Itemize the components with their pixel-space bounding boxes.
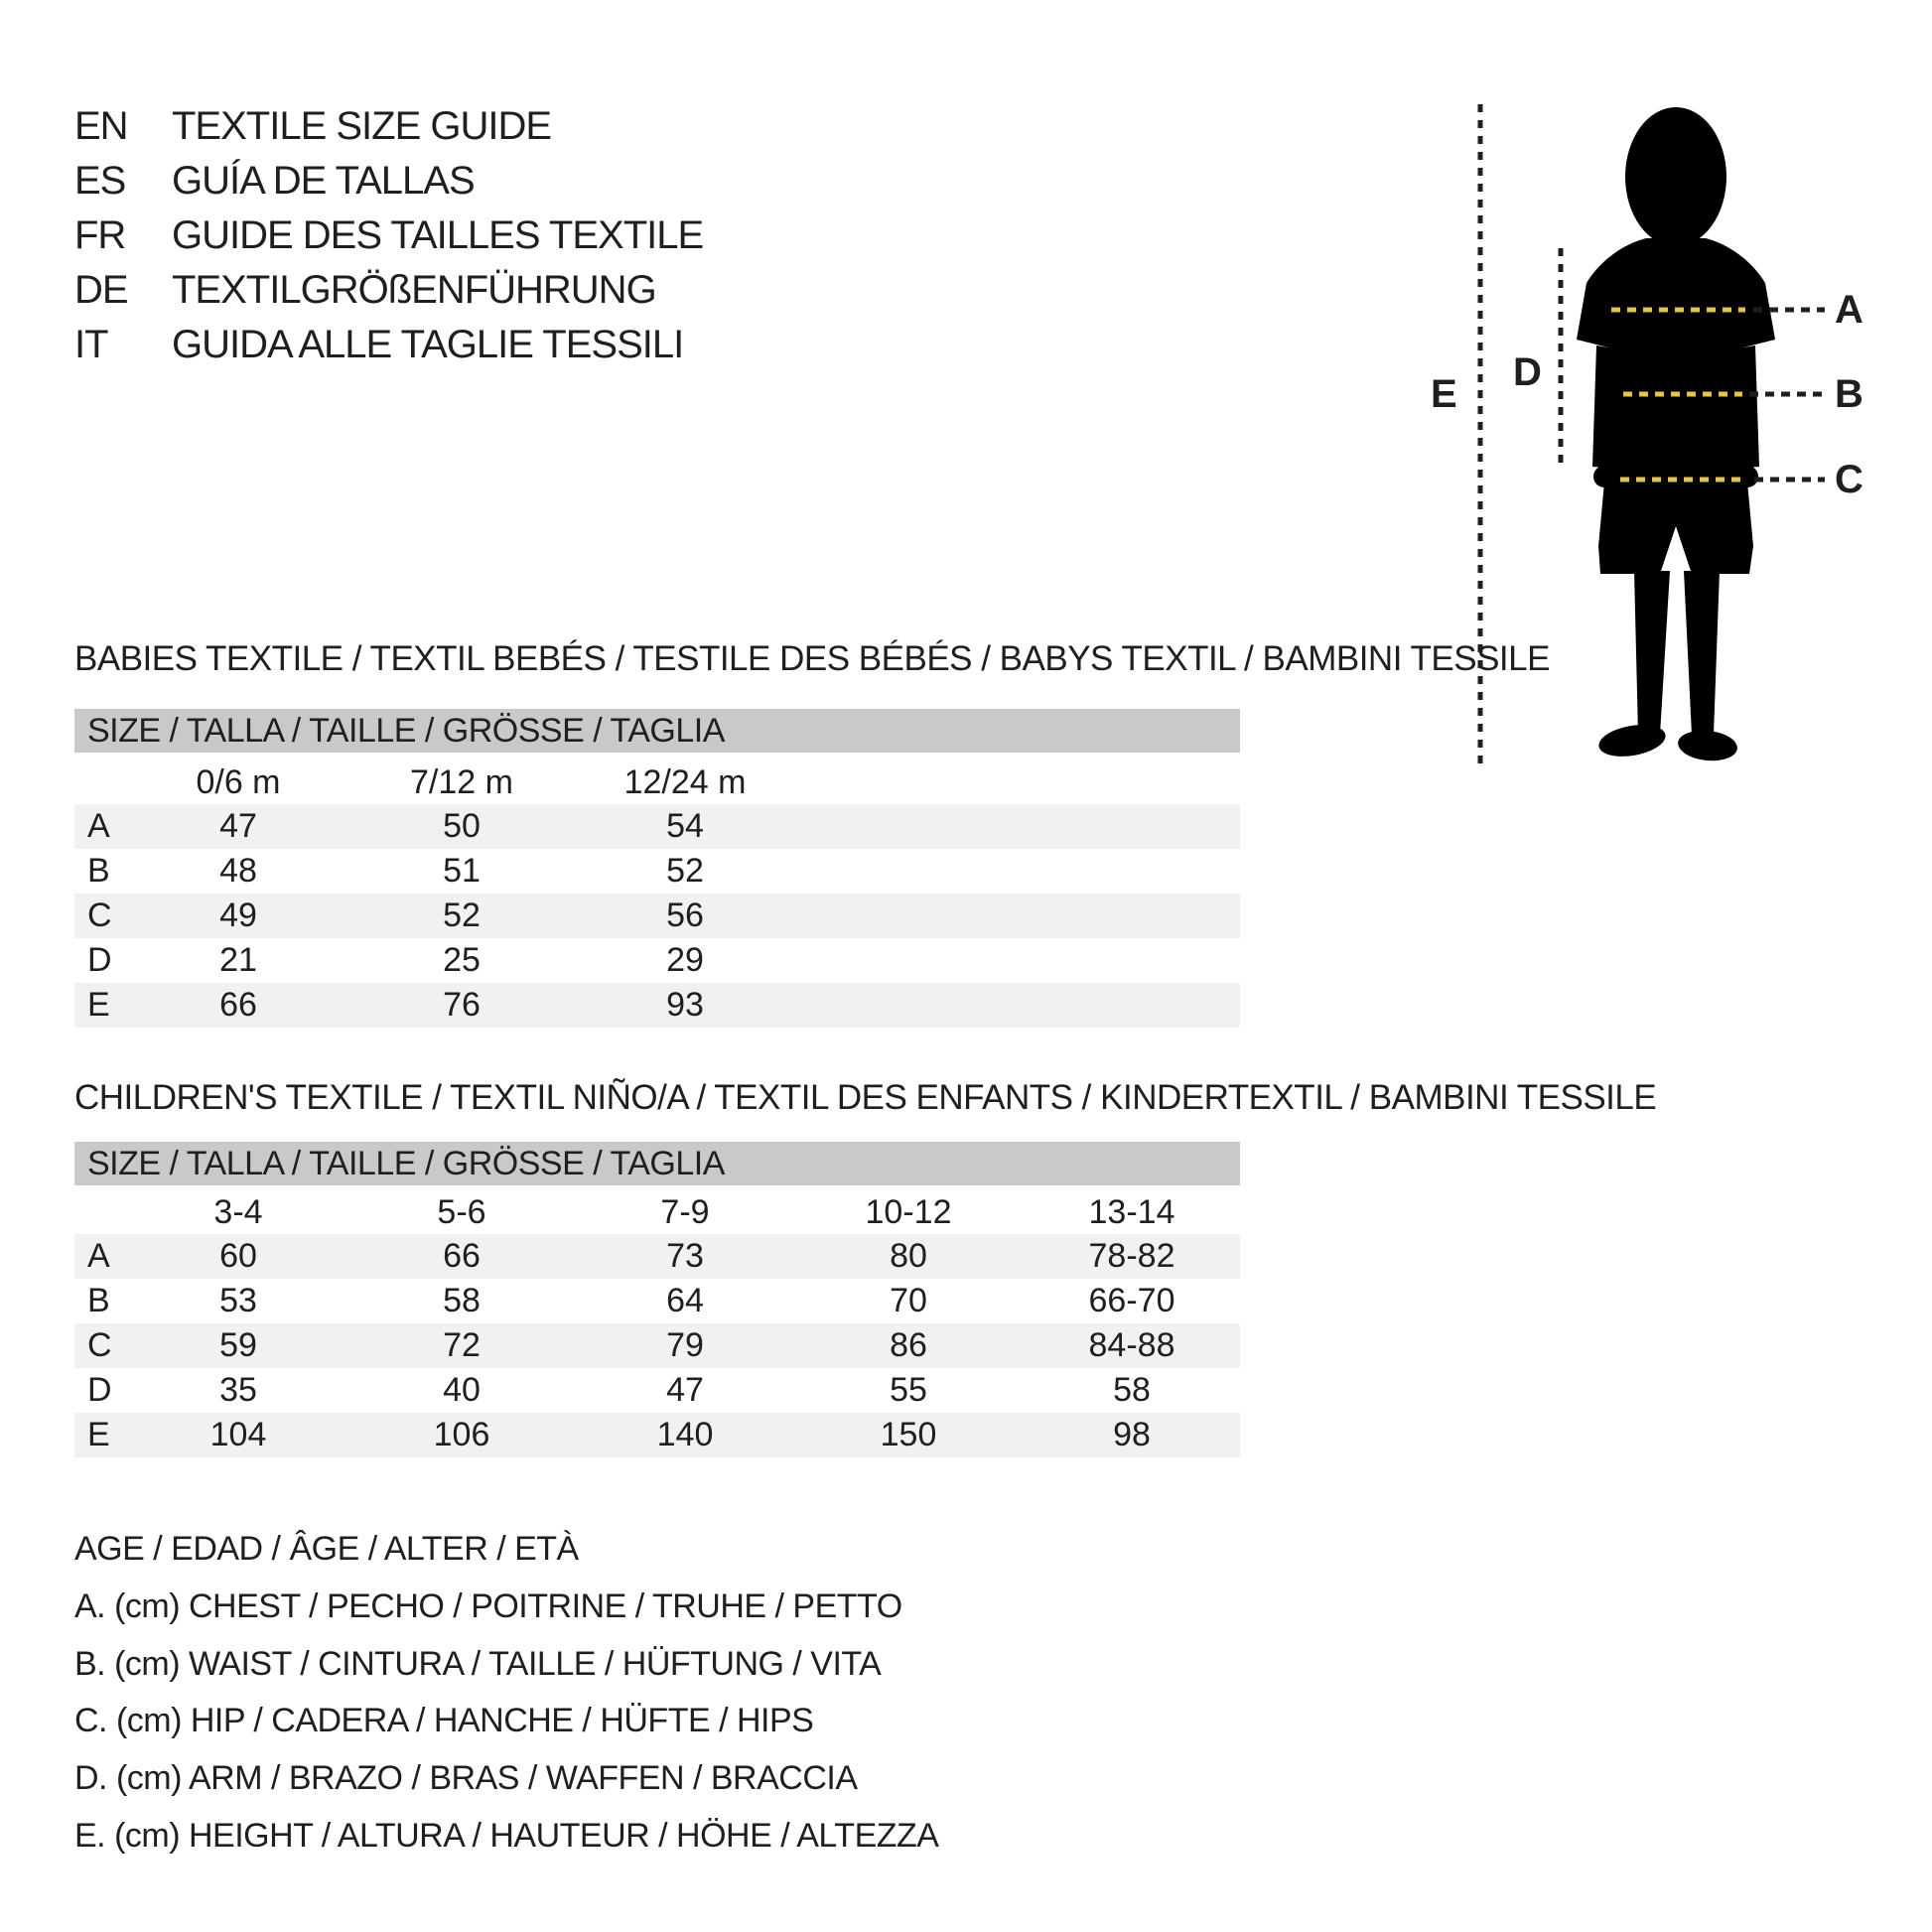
babies-row-c — [74, 894, 1240, 938]
cell: 106 — [433, 1416, 490, 1453]
cell: 49 — [219, 897, 257, 934]
cell: 21 — [219, 941, 257, 979]
row-label: B — [87, 852, 110, 890]
children-row-e — [74, 1413, 1240, 1457]
cell: 35 — [219, 1371, 257, 1409]
cell: 84-88 — [1088, 1326, 1175, 1364]
cell: 79 — [666, 1326, 704, 1364]
child-silhouette — [1577, 107, 1775, 763]
babies-row-e — [74, 983, 1240, 1028]
lang-title-it: GUIDA ALLE TAGLIE TESSILI — [172, 323, 684, 366]
figure-marker-c: C — [1835, 458, 1863, 501]
cell: 58 — [443, 1282, 481, 1319]
cell: 72 — [443, 1326, 481, 1364]
cell: 59 — [219, 1326, 257, 1364]
babies-section-heading: BABIES TEXTILE / TEXTIL BEBÉS / TESTILE DES BÉBÉS / BABYS TEXTIL / BAMBINI TESSILE — [74, 639, 1550, 678]
cell: 66 — [219, 986, 257, 1024]
cell: 64 — [666, 1282, 704, 1319]
cell: 104 — [209, 1416, 267, 1453]
babies-row-a — [74, 804, 1240, 849]
row-label: B — [87, 1282, 110, 1319]
cell: 55 — [890, 1371, 927, 1409]
row-label: D — [87, 941, 112, 979]
row-label: C — [87, 1326, 112, 1364]
lang-code-fr: FR — [74, 213, 126, 257]
cell: 73 — [666, 1237, 704, 1275]
children-col-0: 3-4 — [213, 1193, 263, 1231]
legend-a-chest: A. (cm) CHEST / PECHO / POITRINE / TRUHE / PETTO — [74, 1587, 902, 1625]
cell: 53 — [219, 1282, 257, 1319]
children-row-d — [74, 1368, 1240, 1413]
babies-column-header-row — [74, 760, 1240, 805]
cell: 29 — [666, 941, 704, 979]
cell: 93 — [666, 986, 704, 1024]
cell: 140 — [656, 1416, 714, 1453]
babies-size-header-bar: SIZE / TALLA / TAILLE / GRÖSSE / TAGLIA — [74, 709, 1240, 753]
babies-row-d — [74, 938, 1240, 983]
cell: 54 — [666, 807, 704, 845]
cell: 86 — [890, 1326, 927, 1364]
cell: 52 — [666, 852, 704, 890]
cell: 52 — [443, 897, 481, 934]
cell: 98 — [1113, 1416, 1151, 1453]
cell: 70 — [890, 1282, 927, 1319]
children-section-heading: CHILDREN'S TEXTILE / TEXTIL NIÑO/A / TEXTIL DES ENFANTS / KINDERTEXTIL / BAMBINI TESSILE — [74, 1078, 1657, 1117]
row-label: A — [87, 807, 110, 845]
legend-age: AGE / EDAD / ÂGE / ALTER / ETÀ — [74, 1530, 579, 1568]
lang-code-de: DE — [74, 268, 128, 312]
children-col-4: 13-14 — [1088, 1193, 1175, 1231]
children-row-a — [74, 1234, 1240, 1279]
babies-col-0: 0/6 m — [196, 763, 281, 801]
lang-title-es: GUÍA DE TALLAS — [172, 159, 475, 203]
cell: 60 — [219, 1237, 257, 1275]
cell: 48 — [219, 852, 257, 890]
row-label: C — [87, 897, 112, 934]
cell: 25 — [443, 941, 481, 979]
children-col-1: 5-6 — [437, 1193, 486, 1231]
figure-marker-a: A — [1835, 288, 1863, 332]
cell: 150 — [880, 1416, 937, 1453]
lang-title-en: TEXTILE SIZE GUIDE — [172, 104, 552, 148]
row-label: E — [87, 986, 110, 1024]
legend-c-hip: C. (cm) HIP / CADERA / HANCHE / HÜFTE / HIPS — [74, 1702, 814, 1739]
cell: 47 — [666, 1371, 704, 1409]
figure-marker-e: E — [1431, 372, 1457, 416]
lang-code-es: ES — [74, 159, 126, 203]
cell: 56 — [666, 897, 704, 934]
children-row-b — [74, 1279, 1240, 1323]
children-col-2: 7-9 — [660, 1193, 710, 1231]
cell: 66 — [443, 1237, 481, 1275]
children-col-3: 10-12 — [865, 1193, 952, 1231]
cell: 76 — [443, 986, 481, 1024]
children-row-c — [74, 1323, 1240, 1368]
babies-col-1: 7/12 m — [410, 763, 513, 801]
cell: 50 — [443, 807, 481, 845]
figure-marker-d: D — [1513, 350, 1542, 394]
cell: 58 — [1113, 1371, 1151, 1409]
row-label: A — [87, 1237, 110, 1275]
children-size-header-bar: SIZE / TALLA / TAILLE / GRÖSSE / TAGLIA — [74, 1142, 1240, 1185]
lang-title-fr: GUIDE DES TAILLES TEXTILE — [172, 213, 704, 257]
legend-d-arm: D. (cm) ARM / BRAZO / BRAS / WAFFEN / BRACCIA — [74, 1759, 858, 1797]
legend-e-height: E. (cm) HEIGHT / ALTURA / HAUTEUR / HÖHE / ALTEZZA — [74, 1817, 939, 1855]
legend-b-waist: B. (cm) WAIST / CINTURA / TAILLE / HÜFTUNG / VITA — [74, 1645, 882, 1683]
cell: 66-70 — [1088, 1282, 1175, 1319]
figure-marker-b: B — [1835, 372, 1863, 416]
cell: 51 — [443, 852, 481, 890]
lang-title-de: TEXTILGRÖßENFÜHRUNG — [172, 268, 656, 312]
cell: 47 — [219, 807, 257, 845]
children-column-header-row — [74, 1190, 1240, 1235]
row-label: E — [87, 1416, 110, 1453]
lang-code-it: IT — [74, 323, 108, 366]
cell: 78-82 — [1088, 1237, 1175, 1275]
babies-col-2: 12/24 m — [623, 763, 747, 801]
babies-row-b — [74, 849, 1240, 894]
cell: 80 — [890, 1237, 927, 1275]
lang-code-en: EN — [74, 104, 128, 148]
row-label: D — [87, 1371, 112, 1409]
cell: 40 — [443, 1371, 481, 1409]
